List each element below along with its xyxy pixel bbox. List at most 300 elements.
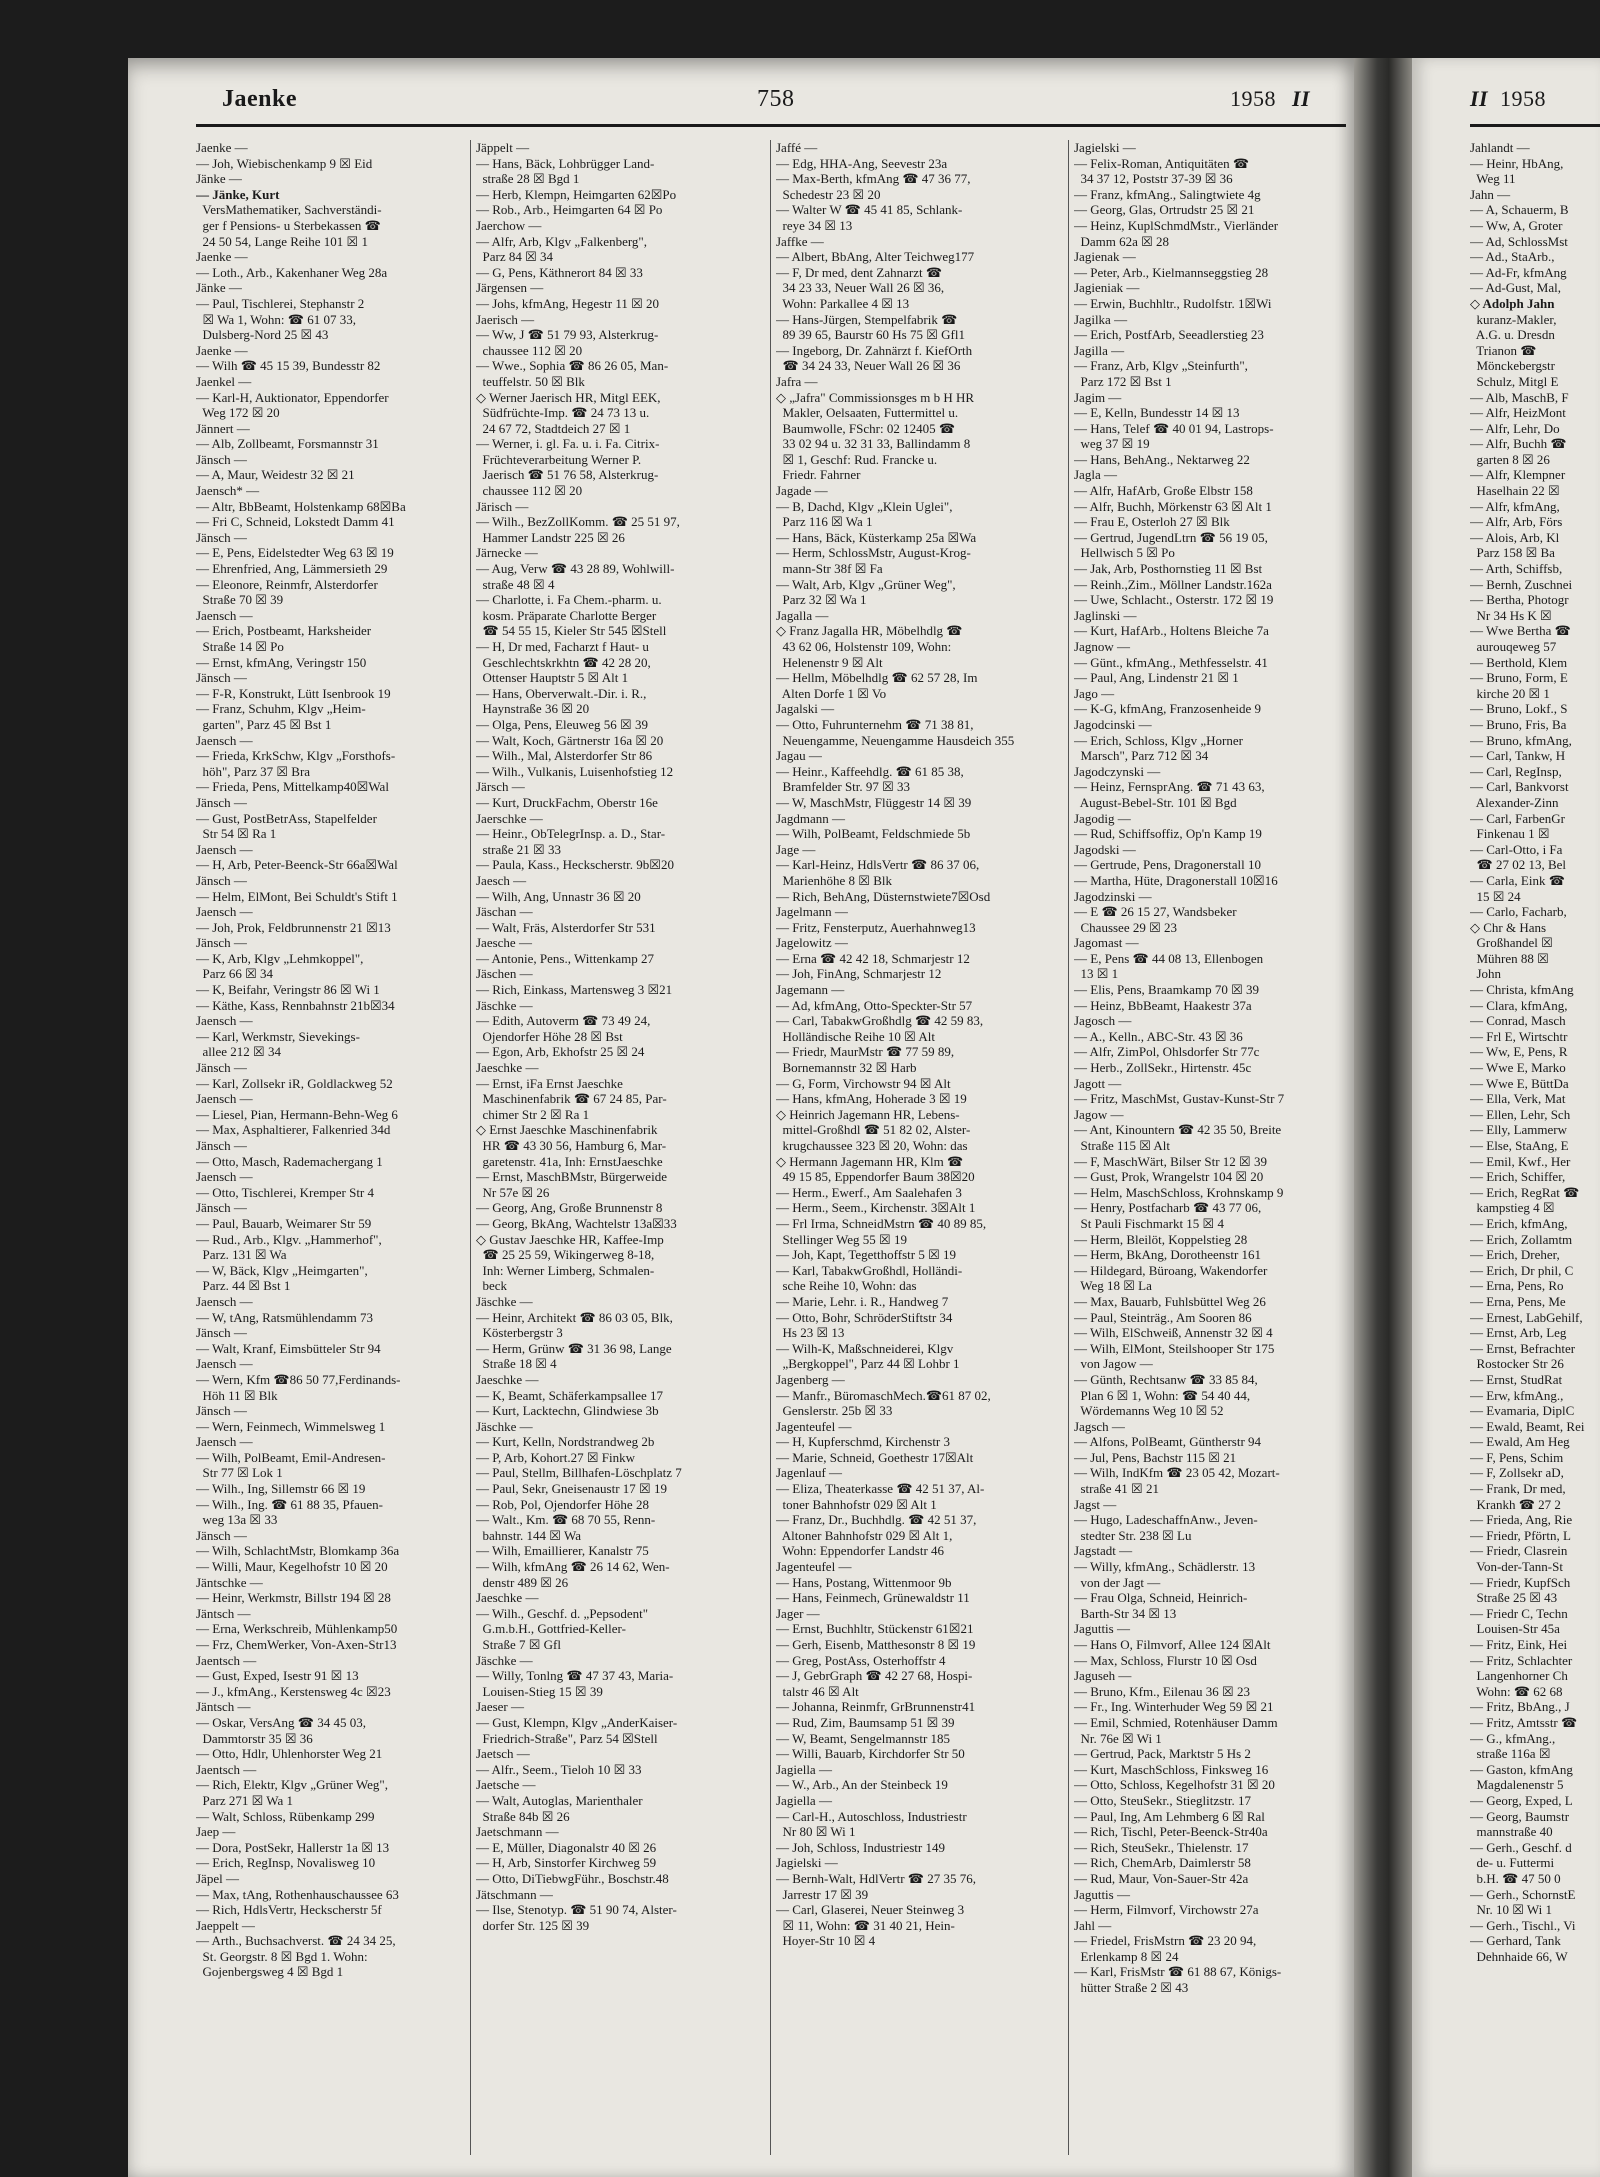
directory-entry-line: — Jänke, Kurt bbox=[196, 186, 280, 202]
directory-entry-line: — Herm, Bleilöt, Koppelstieg 28 bbox=[1074, 1231, 1248, 1247]
directory-entry-line: Friedrich-Straße", Parz 54 ☒Stell bbox=[476, 1730, 658, 1746]
directory-entry-line: — Wilh., Ing. ☎ 61 88 35, Pfauen- bbox=[196, 1496, 383, 1512]
directory-entry-line: Jäschke — bbox=[476, 997, 533, 1013]
directory-entry-line: — Alfr, Buchh ☎ bbox=[1470, 436, 1567, 452]
directory-entry-line: ◇ Chr & Hans bbox=[1470, 919, 1547, 935]
directory-entry-line: — Fri C, Schneid, Lokstedt Damm 41 bbox=[196, 514, 395, 530]
directory-entry-line: Jagstadt — bbox=[1074, 1543, 1133, 1559]
directory-entry-line: — Christa, kfmAng bbox=[1470, 982, 1574, 998]
directory-entry-line: — F, Zollsekr aD, bbox=[1470, 1465, 1564, 1481]
directory-entry-line: Parz 32 ☒ Wa 1 bbox=[776, 592, 867, 608]
directory-entry-line: — Carl-Otto, i Fa bbox=[1470, 841, 1563, 857]
directory-entry-line: — W, tAng, Ratsmühlendamm 73 bbox=[196, 1309, 373, 1325]
directory-entry-line: — Max, Asphaltierer, Falkenried 34d bbox=[196, 1122, 391, 1138]
directory-entry-line: Järnecke — bbox=[476, 545, 538, 561]
directory-entry-line: Str 77 ☒ Lok 1 bbox=[196, 1465, 283, 1481]
directory-entry-line: Rostocker Str 26 bbox=[1470, 1356, 1564, 1372]
directory-entry-line: — Reinh.,Zim., Möllner Landstr.162a bbox=[1074, 576, 1272, 592]
directory-entry-line: — K, Arb, Klgv „Lehmkoppel", bbox=[196, 950, 364, 966]
directory-entry-line: straße 48 ☒ 4 bbox=[476, 576, 555, 592]
directory-entry-line: stedter Str. 238 ☒ Lu bbox=[1074, 1527, 1192, 1543]
directory-entry-line: — Wwe E, BüttDa bbox=[1470, 1075, 1569, 1091]
directory-entry-line: — W, Beamt, Sengelmannstr 185 bbox=[776, 1730, 951, 1746]
directory-entry-line: — Marie, Schneid, Goethestr 17☒Alt bbox=[776, 1449, 974, 1465]
directory-entry-line: dorfer Str. 125 ☒ 39 bbox=[476, 1917, 590, 1933]
directory-entry-line: ◇ Hermann Jagemann HR, Klm ☎ bbox=[776, 1153, 964, 1169]
directory-entry-line: Jaeschke — bbox=[476, 1060, 539, 1076]
directory-entry-line: — Wilh, PolBeamt, Feldschmiede 5b bbox=[776, 826, 971, 842]
directory-entry-line: — Karl-Heinz, HdlsVertr ☎ 86 37 06, bbox=[776, 857, 980, 873]
directory-entry-line: — Fritz, Eink, Hei bbox=[1470, 1637, 1568, 1652]
directory-entry-line: — Paul, Tischlerei, Stephanstr 2 bbox=[196, 295, 365, 311]
directory-entry-line: John bbox=[1470, 966, 1502, 982]
directory-entry-line: Jaensch — bbox=[196, 732, 253, 748]
directory-entry-line: — Oskar, VersAng ☎ 34 45 03, bbox=[196, 1714, 366, 1730]
directory-entry-line: — Frl E, Wirtschtr bbox=[1470, 1028, 1568, 1044]
directory-entry-line: Geschlechtskrkhtn ☎ 42 28 20, bbox=[476, 654, 651, 670]
directory-entry-line: Jaerisch — bbox=[476, 311, 535, 327]
directory-entry-line: — Fritz, MaschMst, Gustav-Kunst-Str 7 bbox=[1074, 1091, 1285, 1107]
directory-entry-line: — Walt, Autoglas, Marienthaler bbox=[476, 1792, 643, 1808]
directory-entry-line: Jagenteufel — bbox=[776, 1559, 852, 1575]
directory-entry-line: — Rich, HdlsVertr, Heckscherstr 5f bbox=[196, 1902, 382, 1918]
directory-entry-line: St. Georgstr. 8 ☒ Bgd 1. Wohn: bbox=[196, 1948, 368, 1964]
directory-entry-line: August-Bebel-Str. 101 ☒ Bgd bbox=[1074, 794, 1237, 810]
directory-entry-line: — Fritz, Schlachter bbox=[1470, 1652, 1573, 1668]
directory-entry-line: — Bernh, Zuschnei bbox=[1470, 576, 1573, 592]
directory-entry-line: — Erna, Werkschreib, Mühlenkamp50 bbox=[196, 1621, 398, 1637]
directory-entry-line: Jänke — bbox=[196, 171, 242, 187]
directory-entry-line: — Walt, Arb, Klgv „Grüner Weg", bbox=[776, 576, 956, 592]
directory-entry-line: Jaesche — bbox=[476, 935, 532, 951]
directory-entry-line: Marienhöhe 8 ☒ Blk bbox=[776, 872, 892, 888]
directory-entry-line: — Herm., Ewerf., Am Saalehafen 3 bbox=[776, 1184, 962, 1200]
directory-entry-line: — Gertrud, Pack, Marktstr 5 Hs 2 bbox=[1074, 1746, 1251, 1762]
directory-entry-line: — Wilh., Vulkanis, Luisenhofstieg 12 bbox=[476, 763, 674, 779]
directory-entry-line: straße 41 ☒ 21 bbox=[1074, 1481, 1159, 1497]
directory-entry-line: Straße 25 ☒ 43 bbox=[1470, 1590, 1558, 1606]
directory-entry-line: — Arth., Buchsachverst. ☎ 24 34 25, bbox=[196, 1933, 396, 1949]
directory-entry-line: Jänsch — bbox=[196, 670, 247, 686]
directory-entry-line: — Joh, Prok, Feldbrunnenstr 21 ☒13 bbox=[196, 919, 391, 935]
directory-entry-line: Jäntschke — bbox=[196, 1574, 263, 1590]
directory-entry-line: — Otto, Bohr, SchröderStiftstr 34 bbox=[776, 1309, 953, 1325]
directory-entry-line: Früchteverarbeitung Werner P. bbox=[476, 451, 642, 467]
directory-entry-line: — Kurt, MaschSchloss, Finksweg 16 bbox=[1074, 1761, 1269, 1777]
directory-entry-line: — Edith, Autoverm ☎ 73 49 24, bbox=[476, 1013, 651, 1029]
directory-entry-line: — Carla, Eink ☎ bbox=[1470, 872, 1565, 888]
directory-entry-line: — J., kfmAng., Kerstensweg 4c ☒23 bbox=[196, 1683, 391, 1699]
directory-entry-line: — Rich, ChemArb, Daimlerstr 58 bbox=[1074, 1855, 1251, 1871]
directory-entry-line: Jahl — bbox=[1074, 1917, 1112, 1933]
directory-entry-line: — Ewald, Beamt, Rei bbox=[1470, 1418, 1585, 1434]
directory-entry-line: — Karl, Werkmstr, Sievekings- bbox=[196, 1028, 360, 1044]
directory-entry-line: Jänsch — bbox=[196, 529, 247, 545]
running-head-name: Jaenke bbox=[222, 86, 297, 112]
directory-entry-line: — Hans, BehAng., Nektarweg 22 bbox=[1074, 451, 1250, 467]
directory-entry-line: Haynstraße 36 ☒ 20 bbox=[476, 701, 590, 717]
directory-entry-line: — Friedr, KupfSch bbox=[1470, 1574, 1571, 1590]
directory-entry-line: — Hans, Feinmech, Grünewaldstr 11 bbox=[776, 1590, 970, 1606]
directory-entry-line: — Antonie, Pens., Wittenkamp 27 bbox=[476, 950, 654, 966]
directory-entry-line: — Hans, Oberverwalt.-Dir. i. R., bbox=[476, 685, 647, 701]
directory-entry-line: — Rob., Arb., Heimgarten 64 ☒ Po bbox=[476, 202, 663, 218]
directory-entry-line: Krankh ☎ 27 2 bbox=[1470, 1496, 1561, 1512]
directory-entry-line: Jagieniak — bbox=[1074, 280, 1140, 296]
directory-entry-line: — Max-Berth, kfmAng ☎ 47 36 77, bbox=[776, 171, 971, 187]
directory-entry-line: Baumwolle, FSchr: 02 12405 ☎ bbox=[776, 420, 956, 436]
directory-entry-line: — Paul, Steinträg., Am Sooren 86 bbox=[1074, 1309, 1252, 1325]
directory-entry-line: Maschinenfabrik ☎ 67 24 85, Par- bbox=[476, 1091, 667, 1107]
directory-entry-line: — Ernst, Arb, Leg bbox=[1470, 1325, 1567, 1341]
directory-entry-line: — Heinr., Kaffeehdlg. ☎ 61 85 38, bbox=[776, 763, 964, 779]
directory-entry-line: — Joh, FinAng, Schmarjestr 12 bbox=[776, 966, 942, 982]
directory-entry-line: Jänsch — bbox=[196, 1060, 247, 1076]
directory-entry-line: — Fritz, Amtsstr ☎ bbox=[1470, 1714, 1578, 1730]
directory-entry-line: — Karl, FrisMstr ☎ 61 88 67, Königs- bbox=[1074, 1964, 1282, 1980]
directory-entry-line: — Karl, TabakwGroßhdl, Holländi- bbox=[776, 1262, 963, 1278]
directory-entry-line: Weg 11 bbox=[1470, 171, 1516, 187]
directory-entry-line: — Hans, Postang, Wittenmoor 9b bbox=[776, 1574, 952, 1590]
right-volume-label: II bbox=[1470, 86, 1489, 111]
directory-entry-line: Jänsch — bbox=[196, 872, 247, 888]
directory-entry-line: Jaentsch — bbox=[196, 1652, 257, 1668]
directory-entry-line: Jaenke — bbox=[196, 140, 248, 155]
directory-entry-line: denstr 489 ☒ 26 bbox=[476, 1574, 569, 1590]
directory-entry-line: 49 15 85, Eppendorfer Baum 38☒20 bbox=[776, 1169, 975, 1185]
directory-entry-line: — Gaston, kfmAng bbox=[1470, 1761, 1573, 1777]
directory-entry-line: talstr 46 ☒ Alt bbox=[776, 1683, 859, 1699]
directory-entry-line: kampstieg 4 ☒ bbox=[1470, 1200, 1555, 1216]
directory-entry-line: Höh 11 ☒ Blk bbox=[196, 1387, 278, 1403]
right-page-column bbox=[1470, 140, 1600, 2155]
directory-entry-line: — Alfr, kfmAng, bbox=[1470, 498, 1560, 514]
directory-entry-line: — Erich, Dr phil, C bbox=[1470, 1262, 1574, 1278]
directory-entry-line: Langenhorner Ch bbox=[1470, 1668, 1568, 1684]
directory-entry-line: — Heinr, Architekt ☎ 86 03 05, Blk, bbox=[476, 1309, 673, 1325]
directory-entry-line: — Carl, Tankw, H bbox=[1470, 748, 1566, 764]
directory-entry-line: — G, Form, Virchowstr 94 ☒ Alt bbox=[776, 1075, 951, 1091]
directory-entry-line: — Egon, Arb, Ekhofstr 25 ☒ 24 bbox=[476, 1044, 645, 1060]
directory-entry-line: — Willy, Tonlng ☎ 47 37 43, Maria- bbox=[476, 1668, 674, 1684]
directory-entry-line: — Wilh, SchlachtMstr, Blomkamp 36a bbox=[196, 1543, 400, 1559]
directory-entry-line: — Paul, Stellm, Billhafen-Löschplatz 7 bbox=[476, 1465, 682, 1481]
directory-entry-line: weg 37 ☒ 19 bbox=[1074, 436, 1150, 452]
directory-entry-line: Genslerstr. 25b ☒ 33 bbox=[776, 1403, 893, 1419]
directory-entry-line: — Käthe, Kass, Rennbahnstr 21b☒34 bbox=[196, 997, 395, 1013]
directory-entry-line: Jaguttis — bbox=[1074, 1886, 1130, 1902]
column-divider bbox=[1068, 140, 1069, 2155]
directory-entry-line: — E, Pens, Eidelstedter Weg 63 ☒ 19 bbox=[196, 545, 394, 561]
directory-entry-line: — Kurt, Kelln, Nordstrandweg 2b bbox=[476, 1434, 655, 1450]
directory-entry-line: Jänsch — bbox=[196, 451, 247, 467]
directory-entry-line: Järisch — bbox=[476, 498, 529, 514]
directory-entry-line: mann-Str 38f ☒ Fa bbox=[776, 561, 883, 577]
directory-entry-line: — Elly, Lammerw bbox=[1470, 1122, 1567, 1138]
directory-entry-line: Jagielski — bbox=[1074, 140, 1136, 155]
directory-entry-line: — Georg, Ang, Große Brunnenstr 8 bbox=[476, 1200, 663, 1216]
directory-entry-line: Jagla — bbox=[1074, 467, 1117, 483]
directory-entry-line: — Evamaria, DiplC bbox=[1470, 1403, 1575, 1419]
directory-entry-line: — Loth., Arb., Kakenhaner Weg 28a bbox=[196, 264, 388, 280]
directory-entry-line: — Carl-H., Autoschloss, Industriestr bbox=[776, 1808, 967, 1824]
directory-entry-line: Nr 34 Hs K ☒ bbox=[1470, 607, 1552, 623]
directory-entry-line: — Wwe., Sophia ☎ 86 26 05, Man- bbox=[476, 358, 669, 374]
directory-entry-line: — E, Müller, Diagonalstr 40 ☒ 26 bbox=[476, 1839, 657, 1855]
directory-entry-line: HR ☎ 43 30 56, Hamburg 6, Mar- bbox=[476, 1138, 667, 1153]
directory-entry-line: — Frieda, Pens, Mittelkamp40☒Wal bbox=[196, 779, 389, 795]
directory-entry-line: Jaensch — bbox=[196, 841, 253, 857]
directory-entry-line: — Heinz, KuplSchmdMstr., Vierländer bbox=[1074, 217, 1279, 233]
directory-entry-line: Jaguseh — bbox=[1074, 1668, 1132, 1684]
directory-entry-line: — Erich, Dreher, bbox=[1470, 1247, 1560, 1263]
directory-entry-line: ◇ Franz Jagalla HR, Möbelhdlg ☎ bbox=[776, 623, 963, 639]
directory-entry-line: Jagomast — bbox=[1074, 935, 1139, 951]
directory-entry-line: höh", Parz 37 ☒ Bra bbox=[196, 763, 311, 779]
directory-entry-line: — Friedr, Pförtn, L bbox=[1470, 1527, 1571, 1543]
directory-entry-line: Jaeschke — bbox=[476, 1590, 539, 1606]
directory-entry-line: Jäpel — bbox=[196, 1870, 239, 1886]
directory-column-4 bbox=[1074, 140, 1352, 2155]
directory-entry-line: — Frieda, KrkSchw, Klgv „Forsthofs- bbox=[196, 748, 396, 764]
volume-label: II bbox=[1292, 86, 1311, 111]
directory-entry-line: — Erich, Zollamtm bbox=[1470, 1231, 1573, 1247]
directory-entry-line: — Ww, A, Groter bbox=[1470, 217, 1563, 233]
directory-entry-line: Hs 23 ☒ 13 bbox=[776, 1325, 845, 1341]
directory-entry-line: — Alfons, PolBeamt, Güntherstr 94 bbox=[1074, 1434, 1262, 1450]
directory-entry-line: St Pauli Fischmarkt 15 ☒ 4 bbox=[1074, 1215, 1224, 1231]
directory-entry-line: Dehnhaide 66, W bbox=[1470, 1948, 1568, 1964]
directory-entry-line: — Edg, HHA-Ang, Seevestr 23a bbox=[776, 155, 948, 171]
directory-entry-line: Jäschke — bbox=[476, 1652, 533, 1668]
directory-entry-line: ☎ 27 02 13, Bel bbox=[1470, 857, 1566, 873]
directory-entry-line: — Ww, J ☎ 51 79 93, Alsterkrug- bbox=[476, 327, 659, 343]
book-gutter bbox=[1354, 58, 1412, 2177]
directory-entry-line: — Gertrude, Pens, Dragonerstall 10 bbox=[1074, 857, 1262, 873]
directory-entry-line: — Walt, Koch, Gärtnerstr 16a ☒ 20 bbox=[476, 732, 664, 748]
directory-entry-line: Alexander-Zinn bbox=[1470, 794, 1559, 810]
directory-entry-line: — Carl, Glaserei, Neuer Steinweg 3 bbox=[776, 1902, 965, 1918]
directory-entry-line: Schedestr 23 ☒ 20 bbox=[776, 186, 881, 202]
directory-entry-line: Jahn — bbox=[1470, 186, 1511, 202]
header-rule bbox=[196, 124, 1346, 127]
directory-entry-line: — Rich, BehAng, Düsternstwiete7☒Osd bbox=[776, 888, 991, 904]
directory-entry-line: krugchaussee 323 ☒ 20, Wohn: das bbox=[776, 1138, 968, 1153]
directory-entry-line: — Erich, RegInsp, Novalisweg 10 bbox=[196, 1855, 376, 1871]
directory-entry-line: — Gust, Prok, Wrangelstr 104 ☒ 20 bbox=[1074, 1169, 1264, 1185]
directory-entry-line: — Ernst, iFa Ernst Jaeschke bbox=[476, 1075, 623, 1091]
directory-entry-line: chaussee 112 ☒ 20 bbox=[476, 483, 583, 499]
directory-entry-line: — Otto, SteuSekr., Stieglitzstr. 17 bbox=[1074, 1792, 1251, 1808]
directory-entry-line: Jaeser — bbox=[476, 1699, 525, 1715]
directory-entry-line: Jäntsch — bbox=[196, 1699, 251, 1715]
directory-column-2 bbox=[476, 140, 766, 2155]
directory-entry-line: VersMathematiker, Sachverständi- bbox=[196, 202, 382, 218]
directory-entry-line: — Greg, PostAss, Osterhoffstr 4 bbox=[776, 1652, 946, 1668]
directory-entry-line: Jagott — bbox=[1074, 1075, 1122, 1091]
directory-entry-line: kosm. Präparate Charlotte Berger bbox=[476, 607, 657, 623]
directory-entry-line: Jagenberg — bbox=[776, 1371, 845, 1387]
directory-entry-line: Alten Dorfe 1 ☒ Vo bbox=[776, 685, 887, 701]
directory-entry-line: — Wilh, PolBeamt, Emil-Andresen- bbox=[196, 1449, 386, 1465]
directory-entry-line: — Johanna, Reinmfr, GrBrunnenstr41 bbox=[776, 1699, 976, 1715]
directory-entry-line: — Gertrud, JugendLtrn ☎ 56 19 05, bbox=[1074, 529, 1268, 545]
directory-entry-line: Kösterbergstr 3 bbox=[476, 1325, 563, 1341]
directory-entry-line: Jagodzinski — bbox=[1074, 888, 1152, 904]
directory-entry-line: ◇ Werner Jaerisch HR, Mitgl EEK, bbox=[476, 389, 661, 405]
directory-entry-line: Weg 172 ☒ 20 bbox=[196, 405, 280, 421]
directory-entry-line: — Wilh., Mal, Alsterdorfer Str 86 bbox=[476, 748, 653, 764]
directory-entry-line: — Alfr., Seem., Tieloh 10 ☒ 33 bbox=[476, 1761, 642, 1777]
directory-entry-line: — Berthold, Klem bbox=[1470, 654, 1568, 670]
directory-entry-line: — Alfr, Buchh, Mörkenstr 63 ☒ Alt 1 bbox=[1074, 498, 1272, 514]
directory-entry-line: 15 ☒ 24 bbox=[1470, 888, 1521, 904]
directory-entry-line: — Wilh., Geschf. d. „Pepsodent" bbox=[476, 1605, 649, 1621]
directory-entry-line: — Hans O, Filmvorf, Allee 124 ☒Alt bbox=[1074, 1637, 1271, 1652]
directory-entry-line: Parz 84 ☒ 34 bbox=[476, 249, 554, 265]
directory-entry-line: Jaensch — bbox=[196, 1169, 253, 1185]
directory-entry-line: 43 62 06, Holstenstr 109, Wohn: bbox=[776, 639, 952, 654]
directory-entry-line: — Max, tAng, Rothenhauschaussee 63 bbox=[196, 1886, 399, 1902]
directory-entry-line: garten", Parz 45 ☒ Bst 1 bbox=[196, 716, 332, 732]
directory-entry-line: — Bruno, Form, E bbox=[1470, 670, 1568, 686]
directory-entry-line: — A., Kelln., ABC-Str. 43 ☒ 36 bbox=[1074, 1028, 1243, 1044]
directory-entry-line: Jaeschke — bbox=[476, 1371, 539, 1387]
directory-entry-line: — Ellen, Lehr, Sch bbox=[1470, 1106, 1571, 1122]
directory-entry-line: Jagienak — bbox=[1074, 249, 1136, 265]
directory-entry-line: Jaffé — bbox=[776, 140, 818, 155]
directory-column-1 bbox=[196, 140, 466, 2155]
directory-entry-line: ☎ 25 25 59, Wikingerweg 8-18, bbox=[476, 1247, 655, 1263]
directory-entry-line: Jage — bbox=[776, 841, 816, 857]
directory-entry-line: — Hans-Jürgen, Stempelfabrik ☎ bbox=[776, 311, 958, 327]
directory-entry-line: — Wilh, Emaillierer, Kanalstr 75 bbox=[476, 1543, 649, 1559]
directory-entry-line: straße 28 ☒ Bgd 1 bbox=[476, 171, 580, 187]
directory-entry-line: 24 50 54, Lange Reihe 101 ☒ 1 bbox=[196, 233, 368, 249]
directory-entry-line: — Ernst, Befrachter bbox=[1470, 1340, 1576, 1356]
directory-entry-line: — Rich, SteuSekr., Thielenstr. 17 bbox=[1074, 1839, 1249, 1855]
directory-entry-line: — Otto, Masch, Rademachergang 1 bbox=[196, 1153, 383, 1169]
directory-entry-line: Straße 18 ☒ 4 bbox=[476, 1356, 557, 1372]
directory-entry-line: — Alb, MaschB, F bbox=[1470, 389, 1569, 405]
directory-entry-line: — Ad, kfmAng, Otto-Speckter-Str 57 bbox=[776, 997, 973, 1013]
directory-entry-line: — Georg, Glas, Ortrudstr 25 ☒ 21 bbox=[1074, 202, 1255, 218]
directory-entry-line: ◇ „Jafra" Commissionsges m b H HR bbox=[776, 389, 975, 405]
directory-entry-line: — Herm, BkAng, Dorotheenstr 161 bbox=[1074, 1247, 1262, 1263]
directory-entry-line: Jaenke — bbox=[196, 249, 248, 265]
directory-entry-line: chaussee 112 ☒ 20 bbox=[476, 342, 583, 358]
directory-entry-line: — Frz, ChemWerker, Von-Axen-Str13 bbox=[196, 1637, 397, 1652]
directory-entry-line: G.m.b.H., Gottfried-Keller- bbox=[476, 1621, 626, 1637]
directory-entry-line: — Kurt, DruckFachm, Oberstr 16e bbox=[476, 794, 658, 810]
directory-entry-line: 24 67 72, Stadtdeich 27 ☒ 1 bbox=[476, 420, 631, 436]
directory-entry-line: Wohn: Parkallee 4 ☒ 13 bbox=[776, 295, 910, 311]
directory-entry-line: — Otto, Tischlerei, Kremper Str 4 bbox=[196, 1184, 375, 1200]
directory-entry-line: — Hans, kfmAng, Hoherade 3 ☒ 19 bbox=[776, 1091, 967, 1107]
directory-entry-line: Jänsch — bbox=[196, 1527, 247, 1543]
directory-entry-line: — F, Pens, Schim bbox=[1470, 1449, 1564, 1465]
directory-entry-line: — Ad-Gust, Mal, bbox=[1470, 280, 1561, 296]
directory-entry-line: Damm 62a ☒ 28 bbox=[1074, 233, 1170, 249]
directory-entry-line: Jagow — bbox=[1074, 1106, 1124, 1122]
directory-entry-line: — Alfr, HeizMont bbox=[1470, 405, 1566, 421]
directory-entry-line: Marsch", Parz 712 ☒ 34 bbox=[1074, 748, 1209, 764]
directory-entry-line: Haselhain 22 ☒ bbox=[1470, 483, 1560, 499]
directory-entry-line: b.H. ☎ 47 50 0 bbox=[1470, 1870, 1561, 1886]
directory-entry-line: Jaesch — bbox=[476, 872, 527, 888]
directory-entry-line: 34 23 33, Neuer Wall 26 ☒ 36, bbox=[776, 280, 945, 296]
directory-entry-line: reye 34 ☒ 13 bbox=[776, 217, 853, 233]
directory-entry-line: ☒ 11, Wohn: ☎ 31 40 21, Hein- bbox=[776, 1917, 955, 1933]
directory-entry-line: Helenenstr 9 ☒ Alt bbox=[776, 654, 883, 670]
directory-entry-line: — E, Pens ☎ 44 08 13, Ellenbogen bbox=[1074, 950, 1264, 966]
directory-entry-line: — Franz, Schuhm, Klgv „Heim- bbox=[196, 701, 366, 717]
directory-entry-line: Jagemann — bbox=[776, 982, 845, 998]
directory-entry-line: — Conrad, Masch bbox=[1470, 1013, 1566, 1029]
directory-entry-line: Straße 14 ☒ Po bbox=[196, 639, 284, 654]
directory-entry-line: Makler, Oelsaaten, Futtermittel u. bbox=[776, 405, 959, 421]
directory-entry-line: — Wern, Kfm ☎86 50 77,Ferdinands- bbox=[196, 1371, 401, 1387]
directory-entry-line: — Gerh., Geschf. d bbox=[1470, 1839, 1572, 1855]
directory-entry-line: Parz 66 ☒ 34 bbox=[196, 966, 274, 982]
directory-entry-line: Hellwisch 5 ☒ Po bbox=[1074, 545, 1175, 561]
directory-entry-line: Friedr. Fahrner bbox=[776, 467, 861, 483]
directory-entry-line: Jagim — bbox=[1074, 389, 1122, 405]
directory-entry-line: Nr. 76e ☒ Wi 1 bbox=[1074, 1730, 1162, 1746]
directory-entry-line: — Wwe Bertha ☎ bbox=[1470, 623, 1571, 639]
directory-entry-line: — Kurt, HafArb., Holtens Bleiche 7a bbox=[1074, 623, 1269, 639]
directory-entry-line: Jännert — bbox=[196, 420, 250, 436]
directory-entry-line: Jager — bbox=[776, 1605, 820, 1621]
directory-entry-line: Parz 172 ☒ Bst 1 bbox=[1074, 373, 1172, 389]
directory-entry-line: ☎ 54 55 15, Kieler Str 545 ☒Stell bbox=[476, 623, 667, 639]
directory-entry-line: — H, Dr med, Facharzt f Haut- u bbox=[476, 639, 649, 654]
directory-entry-line: Jagelowitz — bbox=[776, 935, 848, 951]
directory-entry-line: kirche 20 ☒ 1 bbox=[1470, 685, 1550, 701]
directory-entry-line: 34 37 12, Poststr 37-39 ☒ 36 bbox=[1074, 171, 1233, 187]
directory-entry-line: — Alfr, HafArb, Große Elbstr 158 bbox=[1074, 483, 1253, 499]
directory-entry-line: — Heinz, FernsprAng. ☎ 71 43 63, bbox=[1074, 779, 1265, 795]
directory-entry-line: Jaetsche — bbox=[476, 1777, 536, 1793]
directory-entry-line: — F, MaschWärt, Bilser Str 12 ☒ 39 bbox=[1074, 1153, 1267, 1169]
directory-entry-line: A.G. u. Dresdn bbox=[1470, 327, 1555, 343]
directory-entry-line: — Willi, Bauarb, Kirchdorfer Str 50 bbox=[776, 1746, 965, 1762]
directory-entry-line: — Erna, Pens, Me bbox=[1470, 1293, 1566, 1309]
directory-entry-line: de- u. Futtermi bbox=[1470, 1855, 1555, 1871]
directory-entry-line: — Rud, Maur, Von-Sauer-Str 42a bbox=[1074, 1870, 1249, 1886]
directory-entry-line: — Otto, Hdlr, Uhlenhorster Weg 21 bbox=[196, 1746, 383, 1762]
directory-entry-line: — Ewald, Am Heg bbox=[1470, 1434, 1570, 1450]
directory-entry-line: — Erna ☎ 42 42 18, Schmarjestr 12 bbox=[776, 950, 970, 966]
directory-entry-line: Parz. 131 ☒ Wa bbox=[196, 1247, 287, 1263]
directory-entry-line: — Erich, kfmAng, bbox=[1470, 1215, 1568, 1231]
directory-entry-line: — Wilh-K, Maßschneiderei, Klgv bbox=[776, 1340, 954, 1356]
directory-entry-line: — A, Maur, Weidestr 32 ☒ 21 bbox=[196, 467, 355, 483]
directory-entry-line: — K, Beamt, Schäferkampsallee 17 bbox=[476, 1387, 663, 1403]
directory-entry-line: — Olga, Pens, Eleuweg 56 ☒ 39 bbox=[476, 716, 648, 732]
directory-entry-line: allee 212 ☒ 34 bbox=[196, 1044, 281, 1060]
directory-entry-line: — Willi, Maur, Kegelhofstr 10 ☒ 20 bbox=[196, 1559, 388, 1575]
directory-entry-line: — Frank, Dr med, bbox=[1470, 1481, 1566, 1497]
directory-entry-line: Jaensch — bbox=[196, 1293, 253, 1309]
directory-entry-line: — Altr, BbBeamt, Holstenkamp 68☒Ba bbox=[196, 498, 406, 514]
directory-entry-line: Jaglinski — bbox=[1074, 607, 1137, 623]
directory-entry-line: — Hans, Bäck, Lohbrügger Land- bbox=[476, 155, 655, 171]
directory-entry-line: Jaeppelt — bbox=[196, 1917, 255, 1933]
directory-entry-line: — Rud., Arb., Klgv. „Hammerhof", bbox=[196, 1231, 382, 1247]
directory-entry-line: ◇ Heinrich Jagemann HR, Lebens- bbox=[776, 1106, 960, 1122]
directory-entry-line: — Alfr, ZimPol, Ohlsdorfer Str 77c bbox=[1074, 1044, 1260, 1060]
